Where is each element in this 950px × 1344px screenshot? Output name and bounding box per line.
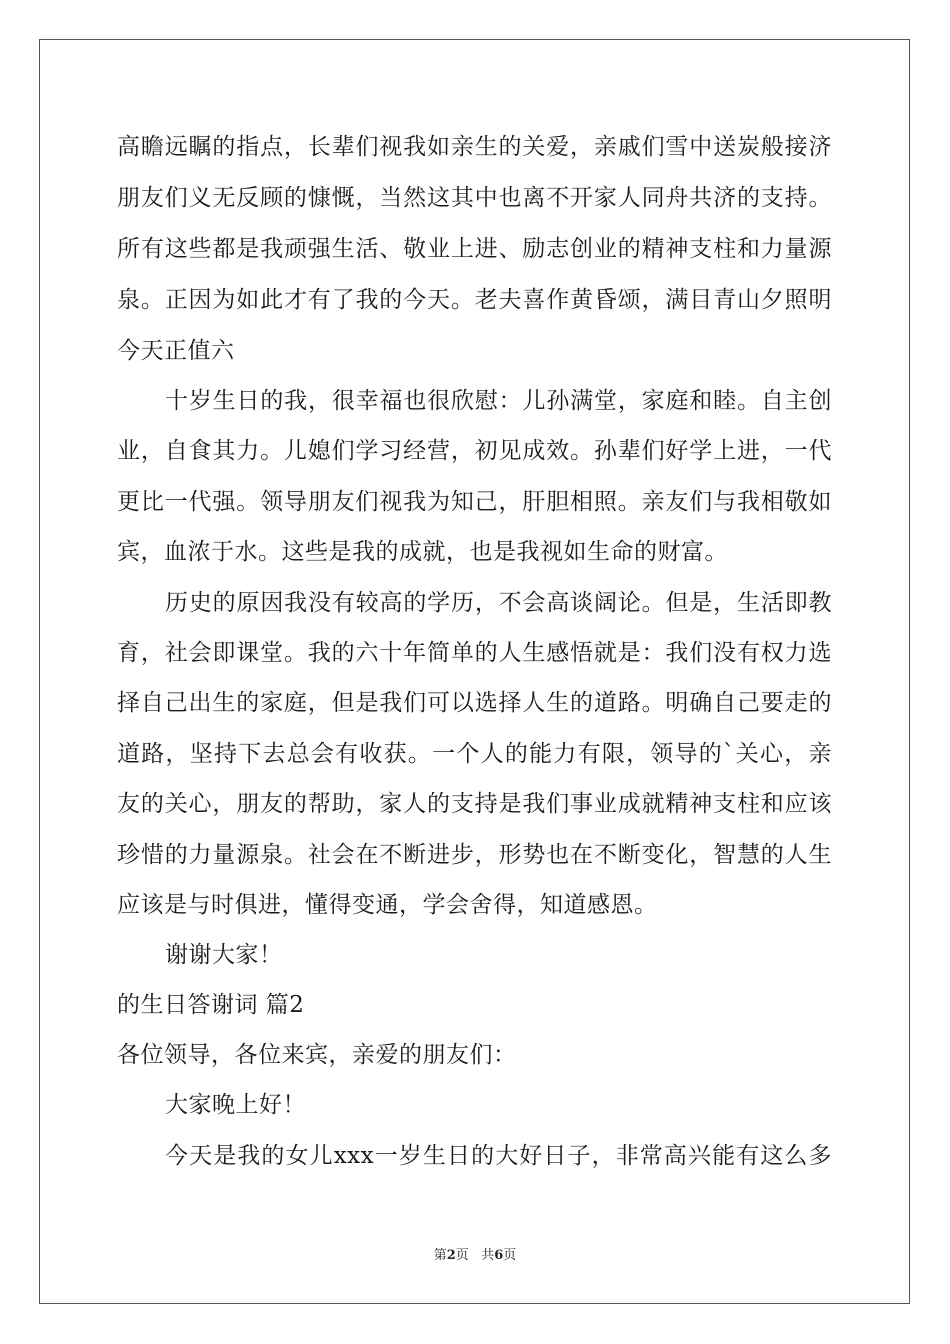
current-page-number: 2 (446, 1248, 456, 1263)
section-title: 的生日答谢词 篇2 (117, 992, 305, 1018)
paragraph-3-line-2: 育，社会即课堂。我的六十年简单的人生感悟就是：我们没有权力选 (117, 640, 832, 666)
paragraph-3-line-3: 择自己出生的家庭，但是我们可以选择人生的道路。明确自己要走的 (117, 690, 832, 716)
paragraph-3-line-7: 应该是与时俱进，懂得变通，学会舍得，知道感恩。 (117, 892, 658, 918)
footer-prefix: 第 (433, 1248, 447, 1263)
paragraph-3-line-4: 道路，坚持下去总会有收获。一个人的能力有限，领导的`关心，亲 (117, 741, 832, 767)
footer-total-suffix: 页 (503, 1248, 517, 1263)
footer-page-word: 页 (455, 1248, 469, 1263)
footer-total-prefix: 共 (481, 1248, 495, 1263)
paragraph-1-line-2: 朋友们义无反顾的慷慨，当然这其中也离不开家人同舟共济的支持。 (117, 185, 832, 211)
paragraph-3-line-5: 友的关心，朋友的帮助，家人的支持是我们事业成就精神支柱和应该 (117, 791, 832, 817)
paragraph-2-line-1: 十岁生日的我，很幸福也很欣慰：儿孙满堂，家庭和睦。自主创 (165, 388, 832, 414)
paragraph-1-line-4: 泉。正因为如此才有了我的今天。老夫喜作黄昏颂，满目青山夕照明 (117, 287, 832, 313)
opening-line: 今天是我的女儿xxx一岁生日的大好日子，非常高兴能有这么多 (165, 1143, 832, 1169)
greeting-line: 大家晚上好！ (165, 1092, 306, 1118)
paragraph-3-line-1: 历史的原因我没有较高的学历，不会高谈阔论。但是，生活即教 (165, 590, 832, 616)
total-pages-number: 6 (494, 1248, 504, 1263)
paragraph-1-line-3: 所有这些都是我顽强生活、敬业上进、励志创业的精神支柱和力量源 (117, 236, 832, 262)
paragraph-1-line-5: 今天正值六 (117, 338, 235, 364)
thanks-line: 谢谢大家！ (165, 942, 283, 968)
paragraph-3-line-6: 珍惜的力量源泉。社会在不断进步，形势也在不断变化，智慧的人生 (117, 842, 832, 868)
page-footer (0, 1248, 950, 1264)
paragraph-1-line-1: 高瞻远瞩的指点，长辈们视我如亲生的关爱，亲戚们雪中送炭般接济 (117, 134, 832, 160)
paragraph-2-line-4: 宾，血浓于水。这些是我的成就，也是我视如生命的财富。 (117, 539, 728, 565)
paragraph-2-line-2: 业，自食其力。儿媳们学习经营，初见成效。孙辈们好学上进，一代 (117, 438, 832, 464)
paragraph-2-line-3: 更比一代强。领导朋友们视我为知己，肝胆相照。亲友们与我相敬如 (117, 489, 832, 515)
salutation-line: 各位领导，各位来宾，亲爱的朋友们： (117, 1042, 517, 1068)
